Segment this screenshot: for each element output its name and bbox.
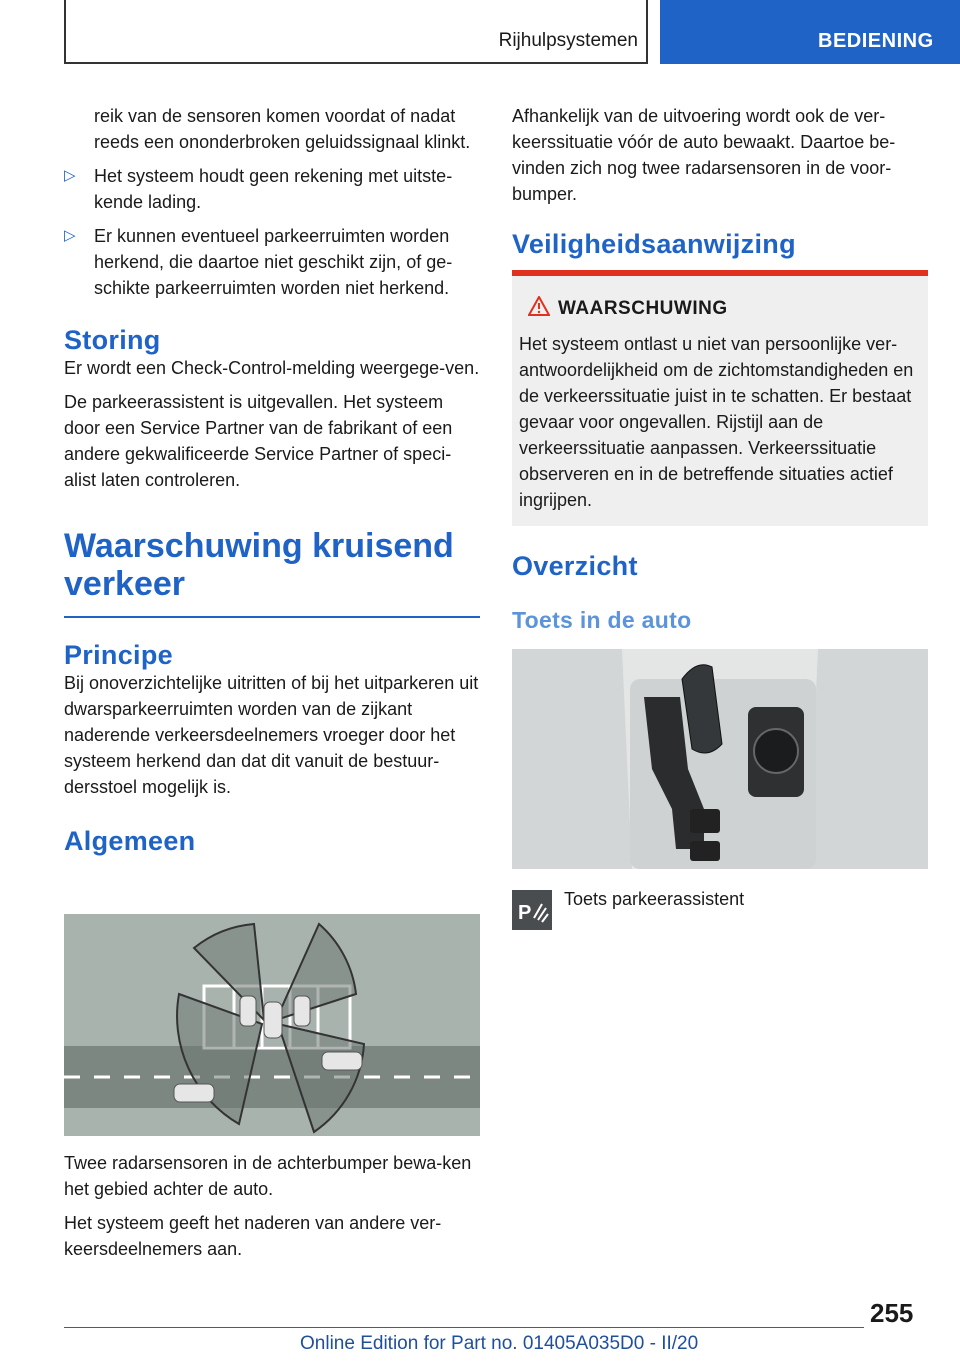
overzicht-block	[512, 551, 638, 582]
warning-triangle-icon	[528, 296, 550, 316]
title-rule	[64, 616, 480, 618]
list-item: ▷ Er kunnen eventueel parkeerruimten worden herkend, die daartoe niet geschikt zijn, of ge-schikte parkeerruimten worden niet herkend.	[64, 223, 480, 301]
algemeen-text-1: Twee radarsensoren in de achterbumper bewa-ken het gebied achter de auto.	[64, 1153, 472, 1199]
page-number: 255	[870, 1298, 914, 1328]
footer-rule	[64, 1327, 864, 1328]
chapter-tab	[660, 0, 960, 64]
icon-caption: Toets parkeerassistent	[564, 889, 745, 909]
intro-continuation: reik van de sensoren komen voordat of nadat reeds een ononderbroken geluidssignaal klinkt.	[94, 106, 471, 152]
heading-storing: Storing	[64, 325, 161, 355]
storing-text-1: Er wordt een Check-Control-melding weergege-ven.	[64, 358, 480, 378]
cross-traffic-illustration	[64, 914, 480, 1136]
edition-footer: Online Edition for Part no. 01405A035D0 - II/20	[300, 1333, 699, 1354]
svg-text:P: P	[518, 902, 532, 924]
right-column	[512, 103, 928, 257]
left-column	[64, 103, 480, 854]
park-assist-icon	[512, 890, 552, 930]
right-intro: Afhankelijk van de uitvoering wordt ook de ver-keerssituatie vóór de auto bewaakt. Daartoe be-vinden zich nog twee radarsensoren in de voor-bumper.	[512, 106, 896, 204]
chapter-label: BEDIENING	[818, 30, 934, 52]
center-console-illustration	[512, 649, 928, 869]
heading-overzicht: Overzicht	[512, 551, 638, 581]
algemeen-text-2: Het systeem geeft het naderen van andere ver-keersdeelnemers aan.	[64, 1213, 442, 1259]
bullet-triangle-icon: ▷	[64, 167, 76, 184]
toets-block	[512, 607, 691, 634]
chapter-title: Waarschuwing kruisend verkeer	[64, 527, 454, 603]
warning-text: Het systeem ontlast u niet van persoonlijke ver-antwoordelijkheid om de zichtomstandigheden en de verkeerssituatie juist in te schatten. Er bestaat gevaar voor ongevallen. Rijstijl aan de verkeerssituatie aanpassen. Verkeerssituatie observeren en in de betreffende situaties actief ingrijpen.	[519, 334, 914, 510]
list-item: ▷ Het systeem houdt geen rekening met uitste-kende lading.	[64, 163, 480, 215]
heading-principe: Principe	[64, 640, 173, 670]
section-title: Rijhulpsystemen	[498, 30, 638, 51]
heading-algemeen: Algemeen	[64, 826, 196, 856]
principe-text: Bij onoverzichtelijke uitritten of bij het uitparkeren uit dwarsparkeerruimten worden van de zijkant naderende verkeersdeelnemers vroeger door het systeem herkend dan dat dit vanuit de bestuur-dersstoel mogelijk is.	[64, 673, 479, 797]
warning-title: WAARSCHUWING	[558, 298, 728, 319]
left-column-bottom	[64, 1150, 480, 1262]
storing-text-2: De parkeerassistent is uitgevallen. Het systeem door een Service Partner van de fabrikant of een andere gekwalificeerde Service Partner of speci-alist laten controleren.	[64, 392, 453, 490]
bullet-triangle-icon: ▷	[64, 227, 76, 244]
heading-toets: Toets in de auto	[512, 607, 692, 633]
heading-veiligheid: Veiligheidsaanwijzing	[512, 229, 796, 259]
